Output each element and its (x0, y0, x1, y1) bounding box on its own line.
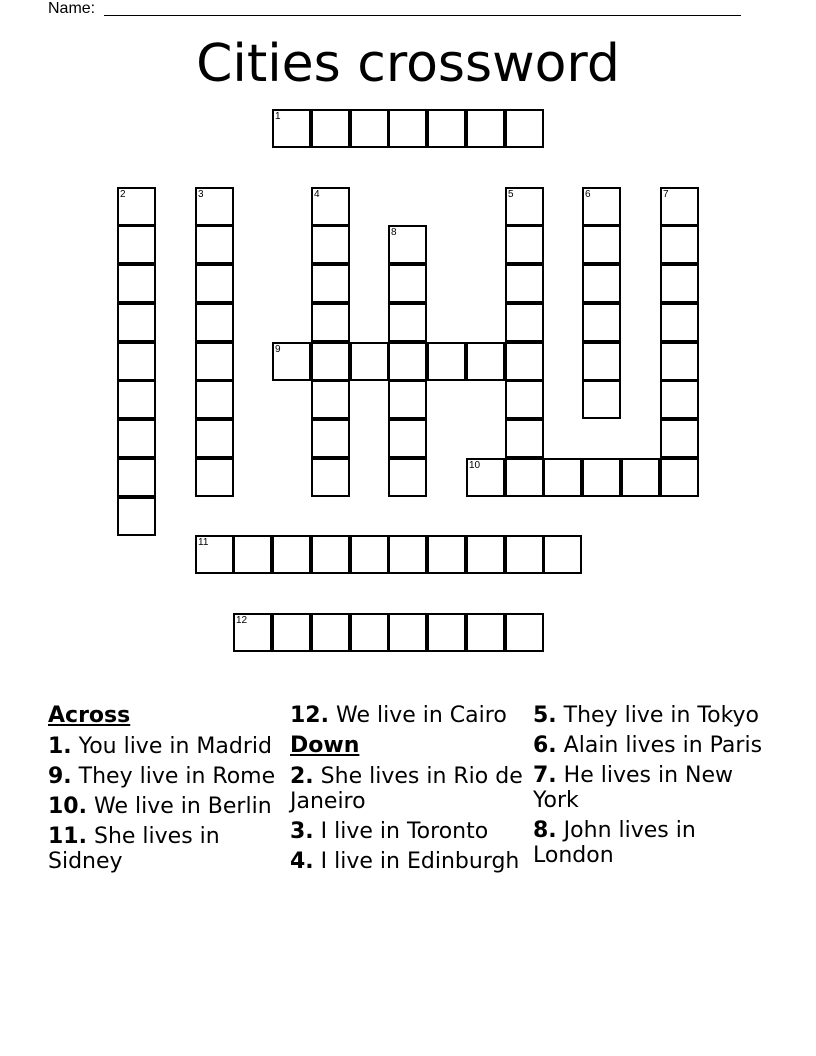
crossword-cell[interactable] (388, 380, 427, 419)
crossword-cell[interactable] (660, 187, 699, 226)
down-heading: Down (290, 733, 360, 758)
crossword-cell[interactable] (427, 342, 466, 381)
crossword-cell[interactable] (505, 264, 544, 303)
crossword-cell[interactable] (117, 342, 156, 381)
crossword-cell[interactable] (311, 303, 350, 342)
crossword-cell[interactable] (117, 225, 156, 264)
clue-text: John lives in London (533, 818, 696, 868)
crossword-cell[interactable] (621, 458, 660, 497)
crossword-cell[interactable] (660, 225, 699, 264)
clue-across-10 (48, 794, 284, 819)
clue-across-9 (48, 764, 284, 789)
clue-number: 3. (290, 819, 314, 844)
crossword-cell[interactable] (660, 419, 699, 458)
crossword-cell[interactable] (582, 225, 621, 264)
crossword-cell[interactable] (582, 303, 621, 342)
crossword-cell[interactable] (311, 225, 350, 264)
crossword-cell[interactable] (195, 303, 234, 342)
crossword-cell[interactable] (582, 458, 621, 497)
clue-number-label: 4 (314, 189, 320, 200)
crossword-cell[interactable] (466, 535, 505, 574)
crossword-cell[interactable] (427, 109, 466, 148)
clue-number-label: 2 (120, 189, 126, 200)
crossword-cell[interactable] (350, 535, 389, 574)
crossword-cell[interactable] (233, 535, 272, 574)
clue-across-11 (48, 824, 284, 874)
crossword-cell[interactable] (427, 613, 466, 652)
clue-down-5 (533, 703, 769, 728)
crossword-cell[interactable] (195, 458, 234, 497)
clue-number-label: 9 (275, 344, 281, 355)
clue-number-label: 3 (198, 189, 204, 200)
clue-text: She lives in Rio de Janeiro (290, 764, 523, 814)
clue-number-label: 12 (236, 615, 248, 626)
crossword-cell[interactable] (117, 303, 156, 342)
clue-number-label: 10 (469, 460, 481, 471)
clue-column-2 (290, 703, 526, 879)
crossword-cell[interactable] (311, 458, 350, 497)
crossword-cell[interactable] (388, 342, 427, 381)
crossword-cell[interactable] (582, 380, 621, 419)
clue-down-8 (533, 818, 769, 868)
clue-column-3 (533, 703, 769, 873)
crossword-cell[interactable] (388, 458, 427, 497)
crossword-cell[interactable] (388, 109, 427, 148)
clue-text: I live in Edinburgh (320, 849, 520, 874)
crossword-cell[interactable] (582, 264, 621, 303)
crossword-cell[interactable] (582, 342, 621, 381)
crossword-cell[interactable] (505, 380, 544, 419)
clue-number-label: 5 (508, 189, 514, 200)
crossword-cell[interactable] (311, 342, 350, 381)
crossword-cell[interactable] (350, 109, 389, 148)
crossword-cell[interactable] (311, 535, 350, 574)
crossword-cell[interactable] (505, 109, 544, 148)
clue-text: They live in Rome (78, 764, 276, 789)
clue-text: He lives in New York (533, 763, 734, 813)
crossword-cell[interactable] (272, 342, 311, 381)
crossword-cell[interactable] (388, 225, 427, 264)
crossword-cell[interactable] (195, 342, 234, 381)
clue-across-12 (290, 703, 526, 728)
clue-text: You live in Madrid (78, 734, 272, 759)
crossword-cell[interactable] (543, 458, 582, 497)
clue-text: We live in Berlin (93, 794, 272, 819)
clue-number-label: 11 (198, 537, 209, 548)
crossword-cell[interactable] (505, 303, 544, 342)
name-label: Name: (48, 0, 96, 17)
page-title: Cities crossword (196, 34, 620, 94)
crossword-cell[interactable] (117, 497, 156, 536)
crossword-cell[interactable] (350, 342, 389, 381)
crossword-cell[interactable] (505, 613, 544, 652)
crossword-cell[interactable] (117, 458, 156, 497)
clue-number-label: 1 (275, 111, 281, 122)
crossword-cell[interactable] (195, 225, 234, 264)
clue-number: 9. (48, 764, 72, 789)
clue-number: 11. (48, 824, 87, 849)
crossword-cell[interactable] (195, 535, 234, 574)
clue-down-7 (533, 763, 769, 813)
crossword-cell[interactable] (195, 264, 234, 303)
clue-across-1 (48, 734, 284, 759)
crossword-cell[interactable] (311, 264, 350, 303)
crossword-cell[interactable] (233, 613, 272, 652)
crossword-cell[interactable] (582, 187, 621, 226)
crossword-cell[interactable] (388, 264, 427, 303)
clue-number-label: 8 (391, 227, 397, 238)
crossword-cell[interactable] (388, 535, 427, 574)
clue-number: 12. (290, 703, 329, 728)
crossword-cell[interactable] (311, 380, 350, 419)
clue-number: 6. (533, 733, 557, 758)
crossword-cell[interactable] (195, 380, 234, 419)
clue-down-2 (290, 764, 526, 814)
crossword-cell[interactable] (311, 613, 350, 652)
clue-number-label: 7 (663, 189, 669, 200)
crossword-cell[interactable] (466, 342, 505, 381)
crossword-cell[interactable] (272, 535, 311, 574)
crossword-cell[interactable] (505, 458, 544, 497)
clue-number: 10. (48, 794, 87, 819)
across-heading: Across (48, 703, 131, 728)
crossword-cell[interactable] (272, 613, 311, 652)
crossword-cell[interactable] (505, 187, 544, 226)
clue-text: We live in Cairo (335, 703, 507, 728)
crossword-cell[interactable] (466, 613, 505, 652)
crossword-cell[interactable] (466, 109, 505, 148)
crossword-cell[interactable] (660, 303, 699, 342)
crossword-cell[interactable] (543, 535, 582, 574)
clue-down-3 (290, 819, 526, 844)
crossword-cell[interactable] (505, 225, 544, 264)
clue-down-6 (533, 733, 769, 758)
crossword-cell[interactable] (311, 109, 350, 148)
clue-column-1 (48, 703, 284, 879)
crossword-cell[interactable] (660, 342, 699, 381)
crossword-cell[interactable] (388, 419, 427, 458)
clue-text: Alain lives in Paris (563, 733, 763, 758)
crossword-cell[interactable] (505, 535, 544, 574)
clue-text: They live in Tokyo (563, 703, 760, 728)
crossword-cell[interactable] (195, 187, 234, 226)
clue-number: 4. (290, 849, 314, 874)
clue-number: 2. (290, 764, 314, 789)
crossword-cell[interactable] (195, 419, 234, 458)
crossword-cell[interactable] (117, 187, 156, 226)
clue-number: 7. (533, 763, 557, 788)
crossword-cell[interactable] (117, 419, 156, 458)
crossword-cell[interactable] (466, 458, 505, 497)
crossword-cell[interactable] (311, 419, 350, 458)
clue-text: She lives in Sidney (48, 824, 220, 874)
crossword-cell[interactable] (388, 303, 427, 342)
clue-number: 8. (533, 818, 557, 843)
crossword-cell[interactable] (660, 458, 699, 497)
clue-number: 1. (48, 734, 72, 759)
crossword-cell[interactable] (505, 342, 544, 381)
crossword-cell[interactable] (660, 380, 699, 419)
crossword-cell[interactable] (388, 613, 427, 652)
crossword-cell[interactable] (660, 264, 699, 303)
clue-down-4 (290, 849, 526, 874)
crossword-cell[interactable] (311, 187, 350, 226)
crossword-cell[interactable] (272, 109, 311, 148)
crossword-cell[interactable] (117, 380, 156, 419)
clue-text: I live in Toronto (320, 819, 489, 844)
clue-number-label: 6 (585, 189, 591, 200)
crossword-cell[interactable] (117, 264, 156, 303)
clue-number: 5. (533, 703, 557, 728)
crossword-cell[interactable] (350, 613, 389, 652)
crossword-cell[interactable] (505, 419, 544, 458)
crossword-cell[interactable] (427, 535, 466, 574)
